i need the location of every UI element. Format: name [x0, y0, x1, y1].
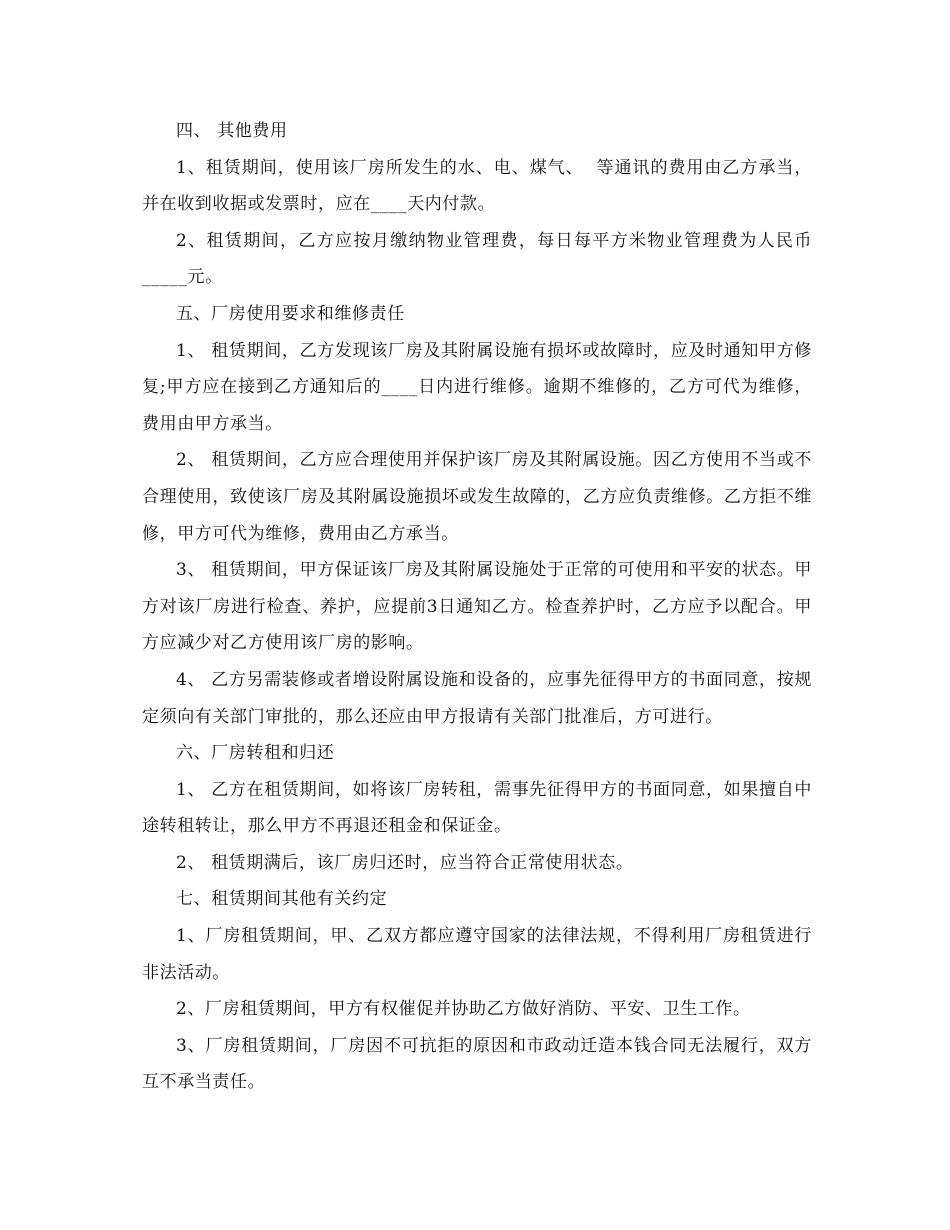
section-heading-sublease-and-return: 六、厂房转租和归还	[176, 743, 335, 764]
clause-sublease: 1、 乙方在租赁期间，如将该厂房转租，需事先征得甲方的书面同意，如果擅自中途转租转让，那么甲方不再退还租金和保证金。	[142, 779, 812, 837]
document-body	[142, 113, 812, 1101]
section-heading-use-and-maintenance: 五、厂房使用要求和维修责任	[176, 303, 405, 324]
clause-proper-use: 2、 租赁期间，乙方应合理使用并保护该厂房及其附属设施。因乙方使用不当或不合理使用，致使该厂房及其附属设施损坏或发生故障的，乙方应负责维修。乙方拒不维修，甲方可代为维修，费用由乙方承当。	[142, 450, 812, 544]
clause-property-management-fee: 2、租赁期间，乙方应按月缴纳物业管理费，每日每平方米物业管理费为人民币_____元。	[142, 230, 812, 288]
clause-safe-condition: 3、 租赁期间，甲方保证该厂房及其附属设施处于正常的可使用和平安的状态。甲方对该厂房进行检查、养护，应提前3日通知乙方。检查养护时，乙方应予以配合。甲方应减少对乙方使用该厂房的影响。	[142, 560, 812, 654]
clause-fire-safety-hygiene: 2、厂房租赁期间，甲方有权催促并协助乙方做好消防、平安、卫生工作。	[176, 999, 751, 1020]
clause-repair-notification: 1、 租赁期间，乙方发现该厂房及其附属设施有损坏或故障时，应及时通知甲方修复;甲方应在接到乙方通知后的____日内进行维修。逾期不维修的，乙方可代为维修，费用由甲方承当。	[142, 340, 812, 434]
clause-force-majeure: 3、厂房租赁期间，厂房因不可抗拒的原因和市政动迁造本钱合同无法履行，双方互不承当责任。	[142, 1035, 812, 1093]
clause-legal-compliance: 1、厂房租赁期间，甲、乙双方都应遵守国家的法律法规，不得利用厂房租赁进行非法活动。	[142, 926, 812, 983]
section-heading-other-fees: 四、 其他费用	[176, 121, 288, 141]
section-heading-other-agreements: 七、租赁期间其他有关约定	[176, 889, 388, 910]
clause-return: 2、 租赁期满后，该厂房归还时，应当符合正常使用状态。	[176, 852, 634, 873]
clause-renovation: 4、 乙方另需装修或者增设附属设施和设备的，应事先征得甲方的书面同意，按规定须向有关部门审批的，那么还应由甲方报请有关部门批准后，方可进行。	[142, 669, 812, 727]
clause-utility-fees: 1、租赁期间，使用该厂房所发生的水、电、煤气、 等通讯的费用由乙方承当，并在收到收据或发票时，应在____天内付款。	[142, 157, 812, 215]
